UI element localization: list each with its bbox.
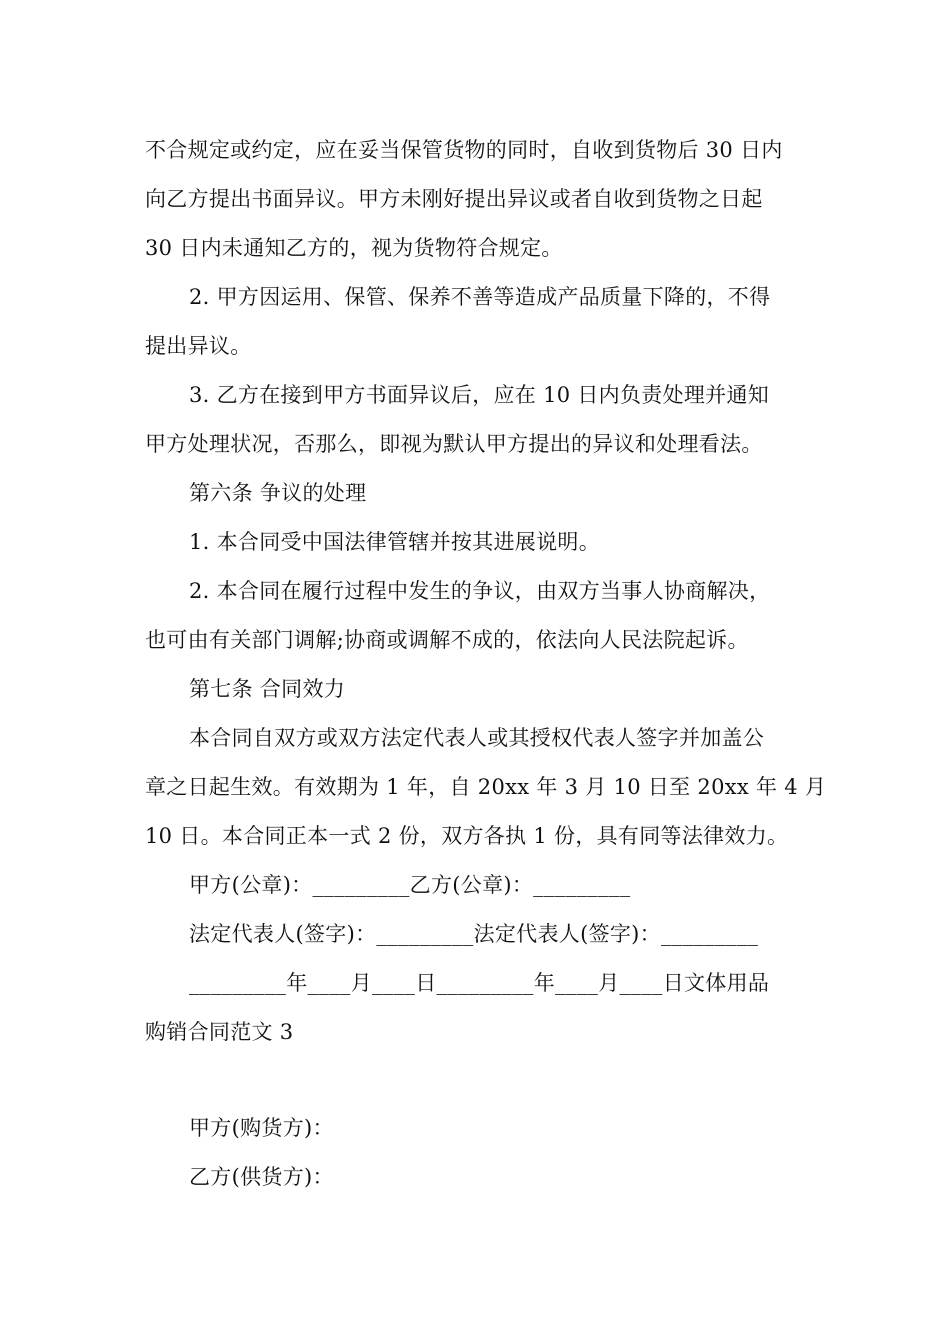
text-line: 提出异议。: [145, 334, 252, 358]
text-line: 也可由有关部门调解;协商或调解不成的，依法向人民法院起诉。: [145, 628, 749, 652]
signature-line: 甲方(公章)：_________乙方(公章)：_________: [189, 873, 631, 897]
text-line: 甲方处理状况，否那么，即视为默认甲方提出的异议和处理看法。: [145, 432, 763, 456]
document-page: [145, 126, 827, 1202]
text-line: 章之日起生效。有效期为 1 年，自 20xx 年 3 月 10 日至 20xx 年 4 月: [145, 775, 827, 799]
text-line: 本合同自双方或双方法定代表人或其授权代表人签字并加盖公: [189, 726, 765, 750]
text-line: 2. 甲方因运用、保管、保养不善等造成产品质量下降的，不得: [189, 285, 771, 309]
party-line: 甲方(购货方)：: [189, 1116, 334, 1140]
text-line: 30 日内未通知乙方的，视为货物符合规定。: [145, 236, 563, 260]
spacer: [145, 1057, 810, 1104]
document-title-line: 购销合同范文 3: [145, 1020, 294, 1044]
signature-line: 法定代表人(签字)：_________法定代表人(签字)：_________: [189, 922, 759, 946]
text-line: 10 日。本合同正本一式 2 份，双方各执 1 份，具有同等法律效力。: [145, 824, 789, 848]
text-line: 向乙方提出书面异议。甲方未刚好提出异议或者自收到货物之日起: [145, 187, 763, 211]
text-line: 不合规定或约定，应在妥当保管货物的同时，自收到货物后 30 日内: [145, 138, 783, 162]
party-line: 乙方(供货方)：: [189, 1165, 334, 1189]
text-line: 3. 乙方在接到甲方书面异议后，应在 10 日内负责处理并通知: [189, 383, 770, 407]
section-heading: 第七条 合同效力: [189, 677, 346, 701]
text-line: 1. 本合同受中国法律管辖并按其进展说明。: [189, 530, 601, 554]
date-line: _________年____月____日_________年____月____日文体用品: [189, 971, 770, 995]
section-heading: 第六条 争议的处理: [189, 481, 367, 505]
text-line: 2. 本合同在履行过程中发生的争议，由双方当事人协商解决，: [189, 579, 771, 603]
